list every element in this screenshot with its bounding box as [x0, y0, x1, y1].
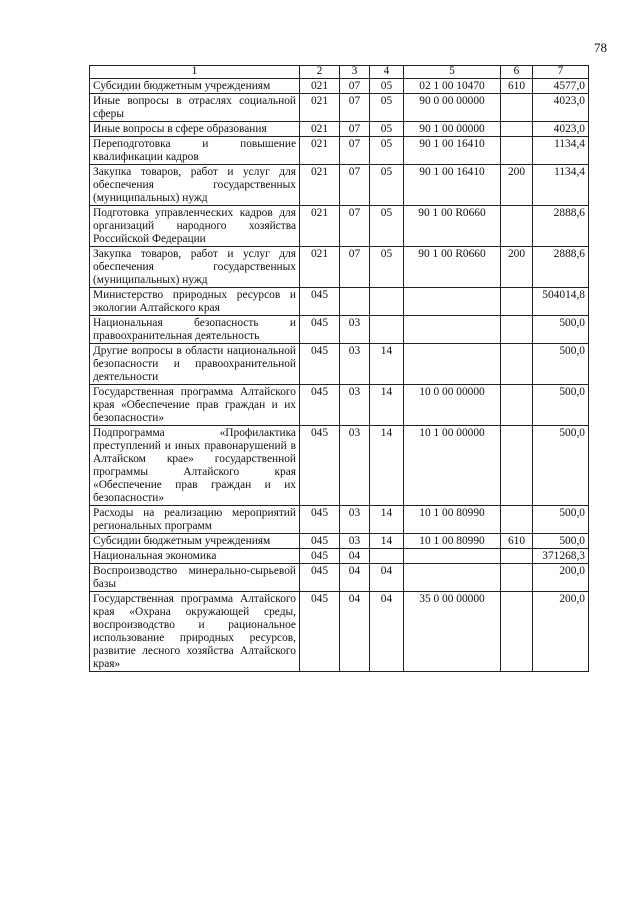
row-expense-type — [501, 592, 533, 672]
row-target-article: 02 1 00 10470 — [404, 79, 501, 94]
row-expense-type — [501, 206, 533, 247]
row-amount: 2888,6 — [533, 247, 589, 288]
table-row — [90, 534, 589, 549]
row-subsection-code: 05 — [370, 79, 404, 94]
row-expense-type — [501, 137, 533, 165]
table-row — [90, 316, 589, 344]
row-expense-type — [501, 564, 533, 592]
row-target-article — [404, 344, 501, 385]
row-ministry-code: 045 — [300, 316, 340, 344]
table-row — [90, 385, 589, 426]
row-name: Переподготовка и повышение квалификации кадров — [90, 137, 300, 165]
row-expense-type — [501, 549, 533, 564]
row-section-code — [340, 288, 370, 316]
row-amount: 500,0 — [533, 385, 589, 426]
row-section-code: 03 — [340, 316, 370, 344]
row-section-code: 07 — [340, 122, 370, 137]
row-amount: 500,0 — [533, 506, 589, 534]
row-subsection-code: 05 — [370, 122, 404, 137]
row-section-code: 03 — [340, 506, 370, 534]
row-target-article: 90 1 00 16410 — [404, 137, 501, 165]
row-name: Министерство природных ресурсов и экологии Алтайского края — [90, 288, 300, 316]
row-ministry-code: 021 — [300, 94, 340, 122]
budget-table — [89, 65, 589, 672]
row-ministry-code: 045 — [300, 534, 340, 549]
row-name: Субсидии бюджетным учреждениям — [90, 534, 300, 549]
row-amount: 371268,3 — [533, 549, 589, 564]
row-subsection-code: 05 — [370, 94, 404, 122]
row-subsection-code: 04 — [370, 592, 404, 672]
row-ministry-code: 045 — [300, 506, 340, 534]
row-subsection-code — [370, 316, 404, 344]
row-subsection-code: 05 — [370, 165, 404, 206]
row-amount: 2888,6 — [533, 206, 589, 247]
row-name: Государственная программа Алтайского края «Охрана окружающей среды, воспроизводство и рациональное использование природных ресурсов, развитие лесного хозяйства Алтайского края» — [90, 592, 300, 672]
row-section-code: 03 — [340, 344, 370, 385]
table-row — [90, 549, 589, 564]
table-row — [90, 426, 589, 506]
row-expense-type — [501, 506, 533, 534]
row-expense-type — [501, 288, 533, 316]
table-row — [90, 564, 589, 592]
page-number: 78 — [594, 40, 607, 55]
row-amount: 1134,4 — [533, 137, 589, 165]
row-target-article: 90 1 00 R0660 — [404, 247, 501, 288]
row-name: Другие вопросы в области национальной безопасности и правоохранительной деятельности — [90, 344, 300, 385]
row-ministry-code: 021 — [300, 247, 340, 288]
row-expense-type: 610 — [501, 79, 533, 94]
row-ministry-code: 021 — [300, 206, 340, 247]
row-name: Иные вопросы в отраслях социальной сферы — [90, 94, 300, 122]
column-header-3: 3 — [340, 66, 370, 79]
row-amount: 504014,8 — [533, 288, 589, 316]
row-subsection-code: 14 — [370, 344, 404, 385]
row-section-code: 04 — [340, 564, 370, 592]
row-amount: 200,0 — [533, 564, 589, 592]
row-subsection-code: 05 — [370, 247, 404, 288]
row-ministry-code: 021 — [300, 122, 340, 137]
row-section-code: 04 — [340, 549, 370, 564]
row-target-article — [404, 316, 501, 344]
row-name: Закупка товаров, работ и услуг для обеспечения государственных (муниципальных) нужд — [90, 165, 300, 206]
row-expense-type — [501, 316, 533, 344]
row-name: Подготовка управленческих кадров для организаций народного хозяйства Российской Федерации — [90, 206, 300, 247]
row-target-article: 10 1 00 80990 — [404, 506, 501, 534]
row-subsection-code: 05 — [370, 206, 404, 247]
row-amount: 1134,4 — [533, 165, 589, 206]
row-amount: 500,0 — [533, 316, 589, 344]
row-target-article: 10 0 00 00000 — [404, 385, 501, 426]
row-name: Субсидии бюджетным учреждениям — [90, 79, 300, 94]
row-subsection-code: 14 — [370, 506, 404, 534]
row-section-code: 07 — [340, 79, 370, 94]
row-section-code: 03 — [340, 385, 370, 426]
row-subsection-code — [370, 549, 404, 564]
table-row — [90, 165, 589, 206]
column-header-5: 5 — [404, 66, 501, 79]
row-ministry-code: 045 — [300, 344, 340, 385]
row-ministry-code: 021 — [300, 165, 340, 206]
table-row — [90, 206, 589, 247]
table-row — [90, 506, 589, 534]
row-expense-type — [501, 344, 533, 385]
row-target-article — [404, 288, 501, 316]
row-ministry-code: 021 — [300, 79, 340, 94]
row-ministry-code: 045 — [300, 564, 340, 592]
row-amount: 500,0 — [533, 534, 589, 549]
row-subsection-code: 04 — [370, 564, 404, 592]
row-ministry-code: 045 — [300, 385, 340, 426]
row-name: Подпрограмма «Профилактика преступлений и иных правонарушений в Алтайском крае» государственной программы Алтайского края «Обеспечение прав граждан и их безопасности» — [90, 426, 300, 506]
column-header-1: 1 — [90, 66, 300, 79]
row-name: Национальная экономика — [90, 549, 300, 564]
row-name: Государственная программа Алтайского края «Обеспечение прав граждан и их безопасности» — [90, 385, 300, 426]
row-target-article: 90 1 00 00000 — [404, 122, 501, 137]
row-section-code: 07 — [340, 94, 370, 122]
row-subsection-code: 14 — [370, 426, 404, 506]
row-amount: 4023,0 — [533, 122, 589, 137]
column-header-4: 4 — [370, 66, 404, 79]
row-ministry-code: 021 — [300, 137, 340, 165]
row-expense-type: 200 — [501, 165, 533, 206]
row-target-article — [404, 549, 501, 564]
table-row — [90, 122, 589, 137]
row-subsection-code — [370, 288, 404, 316]
row-section-code: 07 — [340, 137, 370, 165]
row-target-article: 90 0 00 00000 — [404, 94, 501, 122]
table-row — [90, 137, 589, 165]
row-name: Воспроизводство минерально-сырьевой базы — [90, 564, 300, 592]
row-amount: 4023,0 — [533, 94, 589, 122]
row-expense-type — [501, 426, 533, 506]
row-expense-type — [501, 122, 533, 137]
row-section-code: 07 — [340, 247, 370, 288]
row-amount: 4577,0 — [533, 79, 589, 94]
row-section-code: 07 — [340, 206, 370, 247]
row-ministry-code: 045 — [300, 549, 340, 564]
row-expense-type: 200 — [501, 247, 533, 288]
row-ministry-code: 045 — [300, 592, 340, 672]
row-name: Иные вопросы в сфере образования — [90, 122, 300, 137]
row-section-code: 03 — [340, 534, 370, 549]
row-amount: 500,0 — [533, 426, 589, 506]
table-row — [90, 344, 589, 385]
row-target-article: 90 1 00 R0660 — [404, 206, 501, 247]
row-section-code: 03 — [340, 426, 370, 506]
row-target-article: 90 1 00 16410 — [404, 165, 501, 206]
table-row — [90, 247, 589, 288]
row-name: Расходы на реализацию мероприятий региональных программ — [90, 506, 300, 534]
row-expense-type: 610 — [501, 534, 533, 549]
row-section-code: 04 — [340, 592, 370, 672]
row-subsection-code: 14 — [370, 385, 404, 426]
row-subsection-code: 05 — [370, 137, 404, 165]
row-subsection-code: 14 — [370, 534, 404, 549]
row-name: Закупка товаров, работ и услуг для обеспечения государственных (муниципальных) нужд — [90, 247, 300, 288]
table-row — [90, 94, 589, 122]
row-expense-type — [501, 94, 533, 122]
row-expense-type — [501, 385, 533, 426]
row-target-article — [404, 564, 501, 592]
column-header-6: 6 — [501, 66, 533, 79]
table-row — [90, 592, 589, 672]
row-target-article: 35 0 00 00000 — [404, 592, 501, 672]
column-header-7: 7 — [533, 66, 589, 79]
row-amount: 200,0 — [533, 592, 589, 672]
row-amount: 500,0 — [533, 344, 589, 385]
table-row — [90, 79, 589, 94]
row-ministry-code: 045 — [300, 426, 340, 506]
table-row — [90, 288, 589, 316]
row-name: Национальная безопасность и правоохранительная деятельность — [90, 316, 300, 344]
row-target-article: 10 1 00 00000 — [404, 426, 501, 506]
column-header-2: 2 — [300, 66, 340, 79]
header-row — [90, 66, 589, 79]
row-section-code: 07 — [340, 165, 370, 206]
row-target-article: 10 1 00 80990 — [404, 534, 501, 549]
row-ministry-code: 045 — [300, 288, 340, 316]
